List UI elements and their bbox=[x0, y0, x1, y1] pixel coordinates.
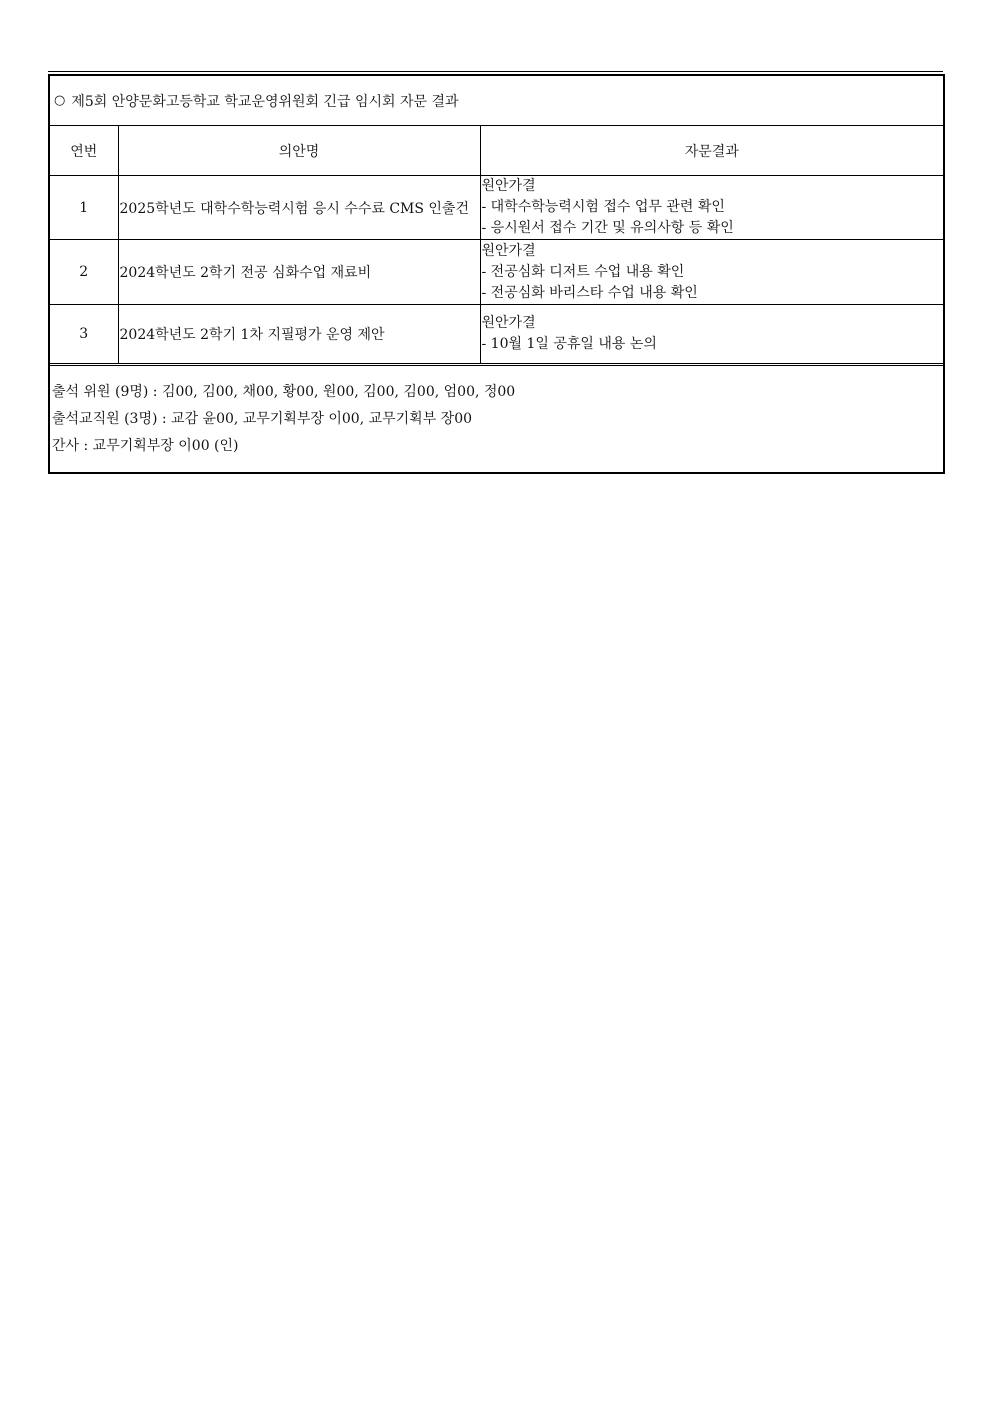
attending-staff: 출석교직원 (3명) : 교감 윤00, 교무기획부장 이00, 교무기획부 장00 bbox=[52, 411, 473, 427]
row-number: 2 bbox=[50, 240, 118, 305]
table-row bbox=[50, 240, 943, 305]
header-agenda: 의안명 bbox=[118, 126, 480, 176]
result-line: 원안가결 bbox=[481, 315, 536, 331]
table-row bbox=[50, 305, 943, 365]
result-cell bbox=[480, 240, 943, 305]
top-rule bbox=[48, 71, 943, 72]
title-text: 제5회 안양문화고등학교 학교운영위원회 긴급 임시회 자문 결과 bbox=[71, 93, 459, 110]
agenda-title: 2024학년도 2학기 1차 지필평가 운영 제안 bbox=[118, 305, 480, 365]
header-no: 연번 bbox=[50, 126, 118, 176]
attending-members: 출석 위원 (9명) : 김00, 김00, 채00, 황00, 원00, 김00, 김00, 엄00, 정00 bbox=[52, 384, 516, 400]
result-line: - 10월 1일 공휴일 내용 논의 bbox=[481, 336, 657, 352]
attendance-section bbox=[50, 366, 943, 472]
result-line: - 전공심화 바리스타 수업 내용 확인 bbox=[481, 284, 698, 301]
result-line: 원안가결 bbox=[481, 178, 536, 194]
result-line: - 전공심화 디저트 수업 내용 확인 bbox=[481, 263, 685, 280]
result-line: 원안가결 bbox=[481, 242, 536, 259]
agenda-title: 2025학년도 대학수학능력시험 응시 수수료 CMS 인출건 bbox=[118, 176, 480, 240]
document-title bbox=[50, 76, 943, 126]
agenda-table bbox=[50, 126, 943, 366]
circle-bullet-icon: ○ bbox=[54, 93, 66, 108]
table-row bbox=[50, 176, 943, 240]
result-line: - 대학수학능력시험 접수 업무 관련 확인 bbox=[481, 199, 725, 215]
header-result: 자문결과 bbox=[480, 126, 943, 176]
result-cell bbox=[480, 305, 943, 365]
secretary: 간사 : 교무기획부장 이00 (인) bbox=[52, 438, 239, 454]
row-number: 1 bbox=[50, 176, 118, 240]
result-line: - 응시원서 접수 기간 및 유의사항 등 확인 bbox=[481, 220, 734, 236]
agenda-title: 2024학년도 2학기 전공 심화수업 재료비 bbox=[118, 240, 480, 305]
table-header-row bbox=[50, 126, 943, 176]
result-cell bbox=[480, 176, 943, 240]
row-number: 3 bbox=[50, 305, 118, 365]
minutes-box bbox=[48, 74, 945, 474]
